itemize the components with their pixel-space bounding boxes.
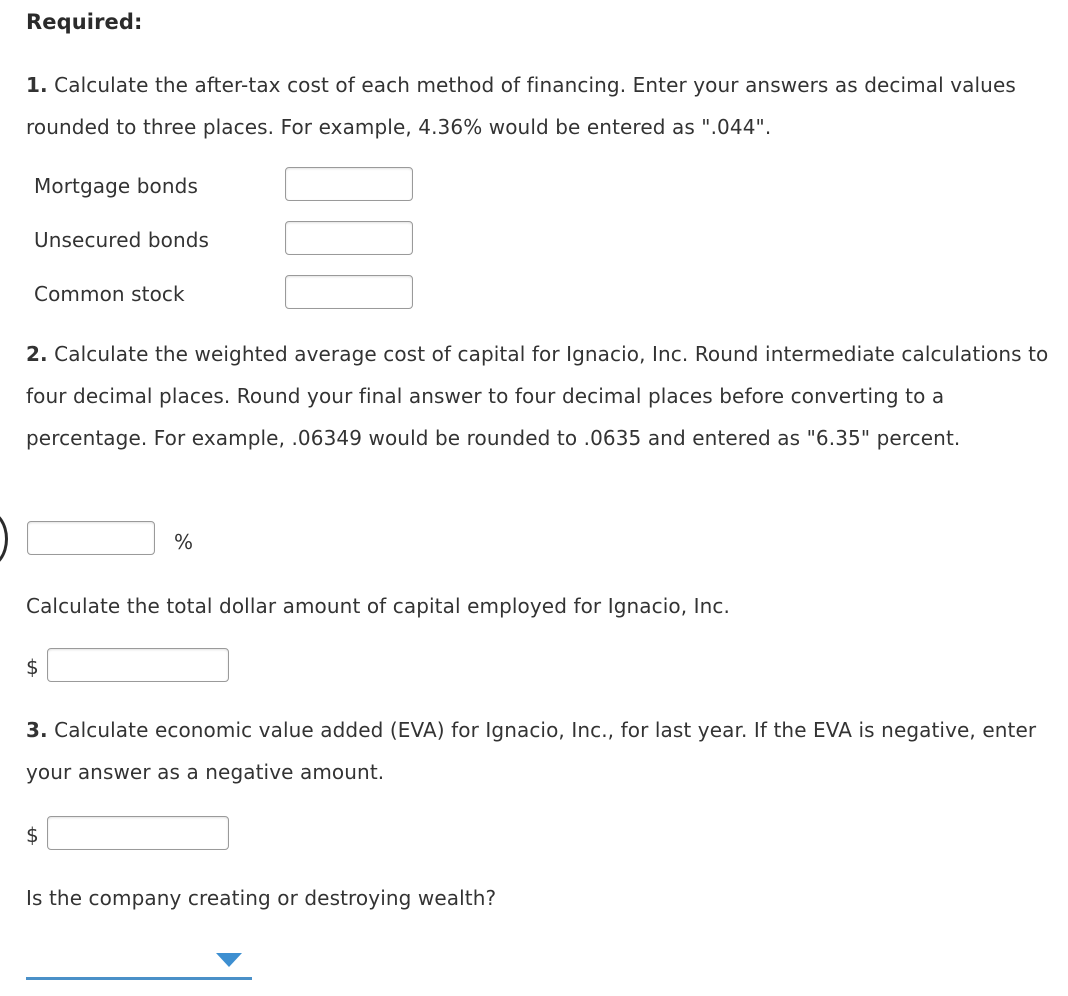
part1-text: Calculate the after-tax cost of each method of financing. Enter your answers as decimal values rounded to three places. For example, 4.36% would be entered as ".044". bbox=[26, 73, 1016, 139]
part2-number: 2. bbox=[26, 342, 48, 366]
part2-text: Calculate the weighted average cost of capital for Ignacio, Inc. Round intermediate calculations to four decimal places. Round your final answer to four decimal places before converting to a percentage. For example, .06349 would be rounded to .0635 and entered as "6.35" percent. bbox=[26, 342, 1049, 450]
part2-instructions bbox=[26, 333, 1066, 459]
part3-number: 3. bbox=[26, 718, 48, 742]
wealth-dropdown[interactable] bbox=[26, 940, 252, 980]
dollar-sign: $ bbox=[26, 823, 39, 847]
mortgage-bonds-label: Mortgage bonds bbox=[34, 174, 198, 198]
common-stock-input[interactable] bbox=[285, 275, 413, 309]
unsecured-bonds-label: Unsecured bonds bbox=[34, 228, 210, 252]
margin-bracket-mark bbox=[0, 510, 8, 568]
wealth-question: Is the company creating or destroying wealth? bbox=[26, 886, 497, 910]
chevron-down-icon[interactable] bbox=[216, 953, 242, 967]
part3-text: Calculate economic value added (EVA) for Ignacio, Inc., for last year. If the EVA is negative, enter your answer as a negative amount. bbox=[26, 718, 1037, 784]
part1-instructions bbox=[26, 64, 1066, 148]
unsecured-bonds-input[interactable] bbox=[285, 221, 413, 255]
dollar-sign: $ bbox=[26, 655, 39, 679]
percent-unit: % bbox=[174, 530, 194, 554]
wacc-input[interactable] bbox=[27, 521, 155, 555]
part1-number: 1. bbox=[26, 73, 48, 97]
common-stock-label: Common stock bbox=[34, 282, 185, 306]
part3-instructions bbox=[26, 709, 1066, 793]
eva-input[interactable] bbox=[47, 816, 229, 850]
mortgage-bonds-input[interactable] bbox=[285, 167, 413, 201]
total-capital-instructions: Calculate the total dollar amount of capital employed for Ignacio, Inc. bbox=[26, 594, 730, 618]
total-capital-input[interactable] bbox=[47, 648, 229, 682]
page-heading: Required: bbox=[26, 10, 143, 34]
